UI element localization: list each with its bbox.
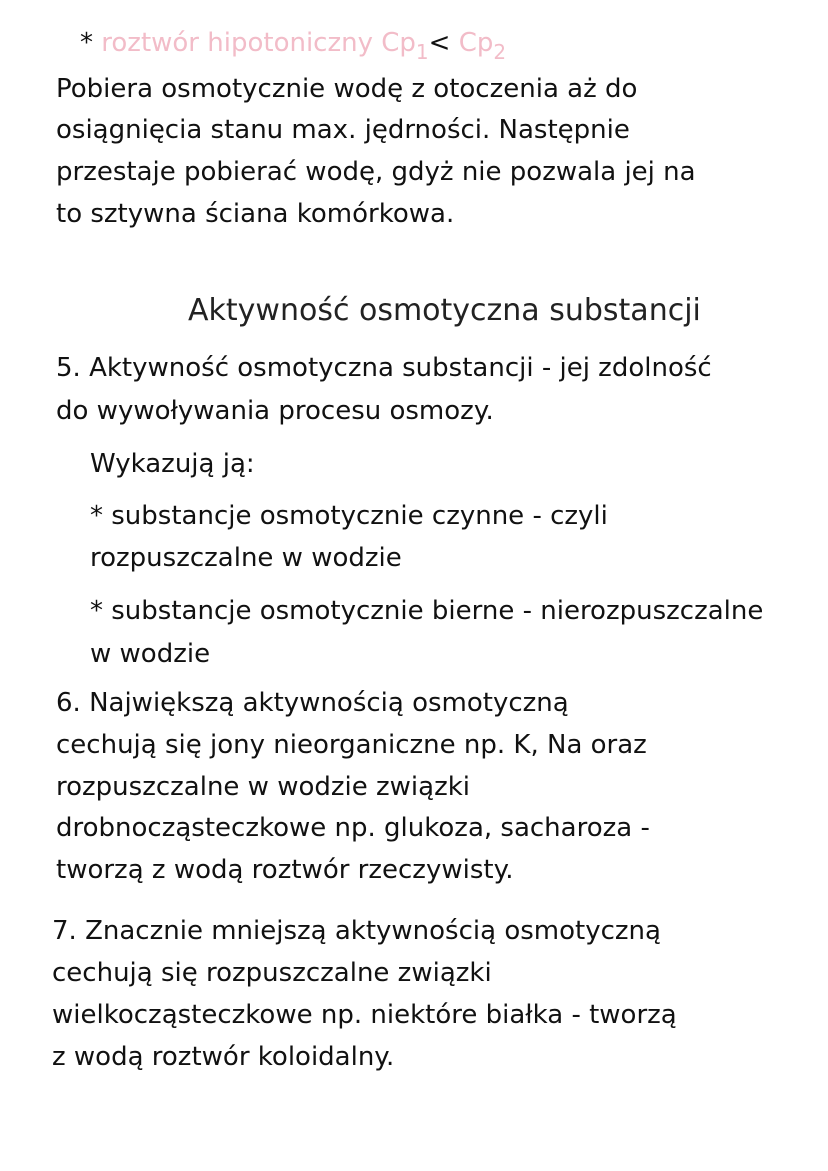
hypotonic-desc-line-2: osiągnięcia stanu max. jędrności. Następnie (56, 115, 630, 145)
point7-line-4: z wodą roztwór koloidalny. (52, 1042, 395, 1072)
hypotonic-label: roztwór hipotoniczny Cp (101, 28, 416, 58)
point5-line-1: 5. Aktywność osmotyczna substancji - jej zdolność (56, 353, 712, 383)
point7-line-3: wielkocząsteczkowe np. niektóre białka - tworzą (52, 1000, 677, 1030)
section-heading: Aktywność osmotyczna substancji (188, 293, 701, 328)
point6-line-5: tworzą z wodą roztwór rzeczywisty. (56, 855, 514, 885)
point6-line-3: rozpuszczalne w wodzie związki (56, 772, 471, 802)
less-than-sign: < (428, 28, 451, 58)
hypotonic-desc-line-1: Pobiera osmotycznie wodę z otoczenia aż do (56, 74, 638, 104)
bullet-star: * (80, 28, 93, 58)
hypotonic-desc-line-4: to sztywna ściana komórkowa. (56, 199, 455, 229)
shown-by-label: Wykazują ją: (90, 449, 255, 479)
point6-line-1: 6. Największą aktywnością osmotyczną (56, 688, 569, 718)
point5-line-2: do wywoływania procesu osmozy. (56, 396, 494, 426)
bullet-active-line-1: * substancje osmotycznie czynne - czyli (90, 501, 608, 531)
bullet-passive-line-2: w wodzie (90, 639, 211, 669)
cp2-label: Cp (450, 28, 494, 58)
point6-line-4: drobnocząsteczkowe np. glukoza, sacharoza - (56, 813, 650, 843)
bullet-active-line-2: rozpuszczalne w wodzie (90, 543, 402, 573)
subscript-1: 1 (415, 40, 429, 64)
point6-line-2: cechują się jony nieorganiczne np. K, Na oraz (56, 730, 647, 760)
point7-line-1: 7. Znacznie mniejszą aktywnością osmotyczną (52, 916, 661, 946)
subscript-2: 2 (493, 40, 507, 64)
point7-line-2: cechują się rozpuszczalne związki (52, 958, 492, 988)
bullet-passive-line-1: * substancje osmotycznie bierne - nierozpuszczalne (90, 596, 764, 626)
hypotonic-solution-line (80, 28, 507, 64)
hypotonic-desc-line-3: przestaje pobierać wodę, gdyż nie pozwala jej na (56, 157, 696, 187)
